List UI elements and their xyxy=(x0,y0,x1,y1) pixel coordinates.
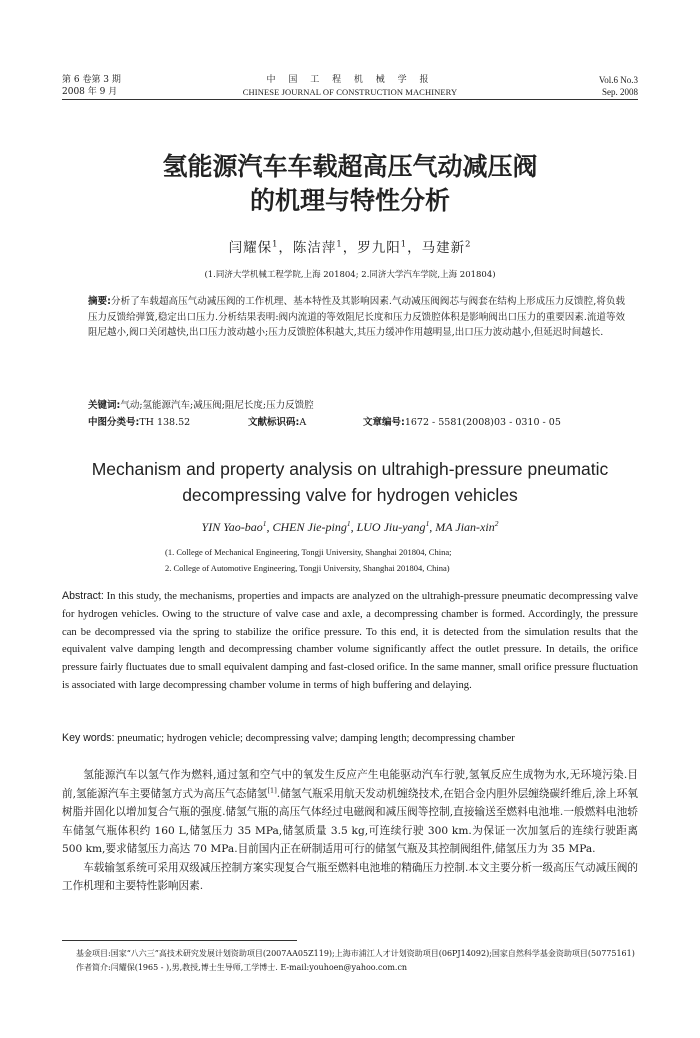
footnotes xyxy=(76,947,638,974)
keywords-cn xyxy=(88,398,625,413)
journal-name-cn: 中 国 工 程 机 械 学 报 xyxy=(266,75,434,85)
footnote-funding xyxy=(76,947,638,961)
affiliation-mark: 1 xyxy=(272,238,279,249)
author-separator: ， xyxy=(342,240,358,256)
author-name: MA Jian-xin xyxy=(435,520,495,534)
affiliation-en-line2: 2. College of Automotive Engineering, Tongji University, Shanghai 201804, China) xyxy=(165,563,450,573)
author-name: 陈洁萍 xyxy=(292,240,337,256)
footnote-author-bio xyxy=(76,961,638,975)
clc-value: TH 138.52 xyxy=(139,417,191,428)
author-name: 闫耀保 xyxy=(228,240,273,256)
affiliation-en-line1: (1. College of Mechanical Engineering, Tongji University, Shanghai 201804, China; xyxy=(165,547,452,557)
keywords-en xyxy=(62,730,638,747)
title-en-line2: decompressing valve for hydrogen vehicles xyxy=(182,485,518,505)
body-paragraph xyxy=(62,766,638,859)
clc-label: 中图分类号: xyxy=(88,417,140,428)
funding-text: 国家“八六三”高技术研究发展计划资助项目(2007AA05Z119);上海市浦江人才计划资助项目(06PJ14092);国家自然科学基金资助项目(50775161) xyxy=(110,949,635,958)
volume-issue-en: Vol.6 No.3 xyxy=(598,75,638,85)
header-center xyxy=(62,74,638,98)
article-title-en xyxy=(62,456,638,508)
doc-code-label: 文献标识码: xyxy=(248,417,300,428)
keywords-cn-text: 气动;氢能源汽车;减压阀;阻尼长度;压力反馈腔 xyxy=(120,400,314,411)
affiliation-mark: 1 xyxy=(262,519,267,528)
affiliation-mark: 2 xyxy=(494,519,499,528)
author-name: LUO Jiu-yang xyxy=(356,520,426,534)
body-p1-part-a: 氢能源汽车以氢气作为燃料,通过氢和空气中的氧发生反应产生电能驱动汽车行驶,氢氧反应生成物为水,无环境污染.目前,氢能源汽车主要储氢方式为高压气态储氢 xyxy=(62,769,638,800)
keywords-cn-label: 关键词: xyxy=(88,400,121,411)
keywords-en-label: Key words: xyxy=(62,732,115,744)
header-right xyxy=(599,74,638,98)
abstract-cn-text: 分析了车载超高压气动减压阀的工作机理、基本特性及其影响因素.气动减压阀阀芯与阀套在结构上形成压力反馈腔,将负载压力反馈给弹簧,稳定出口压力.分析结果表明:阀内流道的等效阻尼长度和压力反馈腔体积是影响阀出口压力的重要因素.流道等效阻尼越小,阀口关闭越快,出口压力波动越小;压力反馈腔体积越大,其压力缓冲作用越明显,出口压力波动越小,但延迟时间越长. xyxy=(88,296,625,338)
author-separator: ， xyxy=(278,240,293,256)
footnote-rule xyxy=(62,940,297,941)
author-name: 马建新 xyxy=(421,240,466,256)
author-list-en xyxy=(62,520,638,535)
volume-issue-cn: 第 6 卷第 3 期 xyxy=(62,75,121,85)
article-number-value: 1672 - 5581(2008)03 - 0310 - 05 xyxy=(404,417,561,428)
article-number xyxy=(363,415,561,430)
affiliation-mark: 1 xyxy=(400,238,408,249)
article-title-cn xyxy=(62,150,638,218)
author-name: CHEN Jie-ping xyxy=(272,520,347,534)
title-cn-line2: 的机理与特性分析 xyxy=(249,186,450,215)
title-en-line1: Mechanism and property analysis on ultrahigh-pressure pneumatic xyxy=(91,459,609,479)
title-cn-line1: 氢能源汽车车载超高压气动减压阀 xyxy=(162,152,538,181)
author-bio-text: 闫耀保(1965 - ),男,教授,博士生导师,工学博士. E-mail:youhoen@yahoo.com.cn xyxy=(110,962,408,972)
date-cn: 2008 年 9 月 xyxy=(62,87,118,97)
affiliation-cn: (1.同济大学机械工程学院,上海 201804; 2.同济大学汽车学院,上海 201804) xyxy=(204,270,496,280)
date-en: Sep. 2008 xyxy=(602,87,638,97)
affiliation-mark: 1 xyxy=(346,519,351,528)
abstract-cn xyxy=(88,294,625,341)
citation-ref[interactable]: [1] xyxy=(267,785,277,794)
author-separator: , xyxy=(350,520,357,534)
author-list-cn xyxy=(62,236,638,256)
author-separator: ， xyxy=(407,240,422,256)
article-number-label: 文章编号: xyxy=(363,417,405,428)
author-bio-label: 作者简介: xyxy=(76,962,111,972)
body-text xyxy=(62,766,638,896)
affiliation-en xyxy=(165,544,600,576)
abstract-en-label: Abstract: xyxy=(62,590,104,602)
running-header xyxy=(62,74,638,98)
body-paragraph: 车载输氢系统可采用双级减压控制方案实现复合气瓶至燃料电池堆的精确压力控制.本文主要分析一级高压气动减压阀的工作机理和主要特性影响因素. xyxy=(62,861,638,892)
abstract-en xyxy=(62,588,638,695)
affiliation-mark: 1 xyxy=(425,519,430,528)
journal-name-en: CHINESE JOURNAL OF CONSTRUCTION MACHINERY xyxy=(242,87,458,97)
body-p1-part-b: .储氢气瓶采用航天发动机缠绕技术,在铝合金内胆外层缠绕碳纤维后,涂上环氧树脂并固化以增加复合气瓶的强度.储氢气瓶的高压气体经过电磁阀和减压阀等控制,直接输送至燃料电池堆.一般燃料电池轿车储氢气瓶体积约 160 L,储氢压力 35 MPa,储氢质量 3.5 kg,可连续行驶 300 km.为保证一次加氢后的连续行驶距离 500 km,要求储氢压力高达 70 MPa.目前国内正在研制适用可行的储氢气瓶及其控制阀组件,储氢压力为 35 MPa. xyxy=(62,787,638,855)
author-separator: , xyxy=(266,520,273,534)
header-rule xyxy=(62,99,638,100)
document-code xyxy=(248,415,306,430)
author-name: YIN Yao-bao xyxy=(201,520,263,534)
funding-label: 基金项目: xyxy=(76,949,111,958)
doc-code-value: A xyxy=(299,417,307,428)
abstract-cn-label: 摘要: xyxy=(88,296,111,307)
abstract-en-text: In this study, the mechanisms, properties and impacts are analyzed on the ultrahigh-pressure pneumatic decompressing valve for hydrogen vehicles. Owing to the structure of valve case and axle, a decompressing chamber is formed. Accordingly, the pressure can be decompressed via the spring to stabilize the orifice pressure. To this end, it is detected from the simulation results that the equivalent valve damping length and decompressing chamber volume significantly affect the outlet pressure. In details, the orifice pressure fairly fluctuates due to small equivalent damping and fast-closed orifice. In the same manner, small orifice pressure fluctuation is associated with large decompressing chamber volume in terms of high buffering and delaying. xyxy=(62,591,638,691)
clc-number xyxy=(88,415,190,430)
keywords-en-text: pneumatic; hydrogen vehicle; decompressing valve; damping length; decompressing chamber xyxy=(117,733,515,744)
author-separator: , xyxy=(429,520,436,534)
affiliation-mark: 1 xyxy=(336,238,343,249)
affiliation-mark: 2 xyxy=(465,238,472,249)
author-name: 罗九阳 xyxy=(357,240,401,256)
